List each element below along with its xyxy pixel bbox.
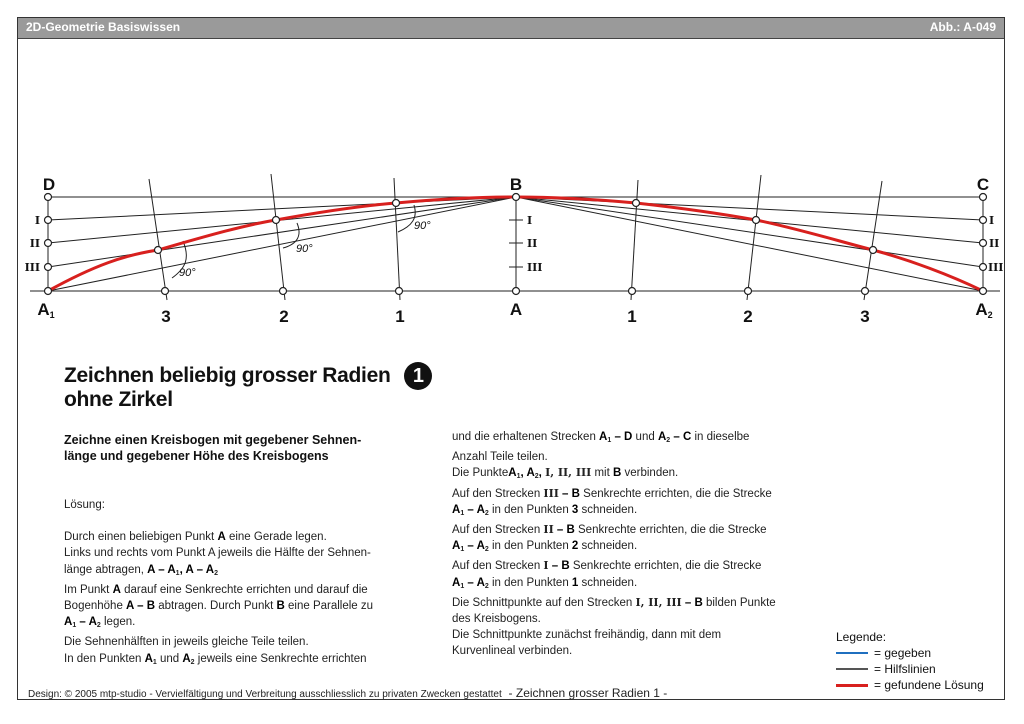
step-line: des Kreisbogens.: [452, 613, 541, 626]
step-line: Die PunkteA$_1$, $A_2$, I, II, III mit B verbinden.: [452, 466, 679, 481]
label-iii-center: III: [527, 261, 543, 274]
label-a: A: [509, 300, 523, 319]
label-i-center: I: [527, 214, 533, 227]
legend-label: = gefundene Lösung: [874, 678, 984, 692]
label-b: B: [509, 175, 523, 194]
label-c: C: [976, 175, 990, 194]
label-3-left: 3: [161, 307, 171, 326]
angle-label-3: 90°: [179, 267, 196, 279]
point-i-right: [980, 217, 987, 224]
step-line: In den Punkten $A_1$ und $A_2$ jeweils eine Senkrechte errichten: [64, 652, 367, 666]
title-line-1: Zeichnen beliebig grosser Radien: [64, 364, 391, 387]
label-iii-right: III: [988, 261, 1004, 274]
point-i-left: [45, 217, 52, 224]
step-line: und die erhaltenen Strecken $A_1$ – D und $A_2$ – C in dieselbe: [452, 431, 750, 444]
step-line: Die Schnittpunkte zunächst freihändig, dann mit dem: [452, 629, 722, 642]
perpendicular-1-left: [394, 178, 400, 300]
title-line-2: ohne Zirkel: [64, 388, 173, 411]
label-i-left: I: [34, 214, 40, 227]
point-3-left: [162, 288, 169, 295]
point-ii-right: [980, 240, 987, 247]
label-3-right: 3: [860, 307, 870, 326]
step-line: Die Sehnenhälften in jeweils gleiche Teile teilen.: [64, 636, 309, 649]
step-line: $A_1 - A_2$ in den Punkten 1 schneiden.: [452, 576, 638, 590]
step-line: $A_1 - A_2$ legen.: [64, 616, 136, 630]
label-1-right: 1: [627, 307, 637, 326]
step-line: Die Schnittpunkte auf den Strecken I, II, III – B bilden Punkte: [452, 595, 776, 609]
solution-label: Lösung:: [64, 499, 105, 511]
point-2-left: [280, 288, 287, 295]
instructions-left-column: [64, 497, 424, 671]
point-1-right: [629, 288, 636, 295]
arc-point-1-right: [633, 200, 640, 207]
copyright-notice: Design: © 2005 mtp-studio - Vervielfältigung und Verbreitung ausschliesslich zu privaten Zwecken gestattet: [28, 689, 502, 700]
label-ii-right: II: [989, 237, 1000, 250]
angle-label-2: 90°: [296, 243, 313, 255]
perpendicular-2-left: [271, 174, 285, 300]
figure-id: Abb.: A-049: [929, 20, 996, 34]
label-iii-left: III: [24, 261, 40, 274]
step-line: Anzahl Teile teilen.: [452, 451, 548, 464]
perpendicular-3-right: [864, 181, 882, 300]
step-line: Auf den Strecken II – B Senkrechte errichten, die die Strecke: [452, 523, 767, 537]
page-title: [64, 364, 390, 412]
label-a1: A1: [37, 300, 55, 320]
legend-title: Legende:: [836, 630, 887, 644]
step-line: Durch einen beliebigen Punkt A eine Gerade legen.: [64, 531, 327, 544]
ray-iii-right: [516, 197, 983, 267]
task-description: [64, 432, 394, 464]
step-line: Im Punkt A darauf eine Senkrechte errichten und darauf die: [64, 583, 368, 596]
point-d: [45, 194, 52, 201]
ray-iii-left: [48, 197, 516, 267]
title-block: [64, 364, 432, 412]
label-2-left: 2: [279, 307, 289, 326]
footer: [28, 686, 667, 700]
legend: [836, 629, 984, 693]
step-number-badge: 1: [404, 362, 432, 390]
label-ii-left: II: [29, 237, 40, 250]
step-line: $A_1 - A_2$ in den Punkten 2 schneiden.: [452, 540, 638, 554]
point-c: [980, 194, 987, 201]
point-a1: [45, 288, 52, 295]
arc-point-2-left: [273, 217, 280, 224]
label-d: D: [42, 175, 56, 194]
perpendicular-1-right: [631, 180, 638, 300]
step-line: Links und rechts vom Punkt A jeweils die Hälfte der Sehnen-: [64, 547, 371, 560]
header-title: 2D-Geometrie Basiswissen: [26, 20, 181, 34]
legend-label: = Hilfslinien: [874, 662, 936, 676]
legend-item-given: [836, 645, 984, 661]
instructions-right-column: [452, 429, 822, 660]
legend-item-helper: [836, 661, 984, 677]
arc-point-3-right: [870, 247, 877, 254]
given-line-swatch-icon: [836, 652, 868, 654]
angle-label-1: 90°: [414, 220, 431, 232]
step-line: $A_1 - A_2$ in den Punkten 3 schneiden.: [452, 503, 638, 517]
label-a2: A2: [975, 300, 993, 320]
point-a2: [980, 288, 987, 295]
point-3-right: [862, 288, 869, 295]
point-1-left: [396, 288, 403, 295]
point-ii-left: [45, 240, 52, 247]
task-line-2: länge und gegebener Höhe des Kreisbogens: [64, 449, 329, 463]
footer-page-title: - Zeichnen grosser Radien 1 -: [508, 686, 668, 700]
point-iii-left: [45, 264, 52, 271]
point-2-right: [745, 288, 752, 295]
legend-item-solution: [836, 677, 984, 693]
arc-point-3-left: [155, 247, 162, 254]
label-i-right: I: [989, 214, 995, 227]
solution-line-swatch-icon: [836, 684, 868, 687]
label-2-right: 2: [743, 307, 753, 326]
point-b: [513, 194, 520, 201]
legend-label: = gegeben: [874, 646, 932, 660]
arc-point-1-left: [393, 200, 400, 207]
arc-point-2-right: [753, 217, 760, 224]
step-line: Auf den Strecken I – B Senkrechte errichten, die die Strecke: [452, 559, 762, 573]
step-line: Kurvenlineal verbinden.: [452, 645, 573, 658]
task-line-1: Zeichne einen Kreisbogen mit gegebener Sehnen-: [64, 433, 362, 447]
point-iii-right: [980, 264, 987, 271]
point-a: [513, 288, 520, 295]
helper-line-swatch-icon: [836, 668, 868, 670]
step-line: länge abtragen, A – $A_1$, A – $A_2$: [64, 563, 218, 577]
label-ii-center: II: [527, 237, 538, 250]
step-line: Bogenhöhe A – B abtragen. Durch Punkt B eine Parallele zu: [64, 600, 374, 613]
perpendicular-2-right: [747, 175, 761, 300]
label-1-left: 1: [395, 307, 405, 326]
step-line: Auf den Strecken III – B Senkrechte errichten, die die Strecke: [452, 486, 772, 500]
